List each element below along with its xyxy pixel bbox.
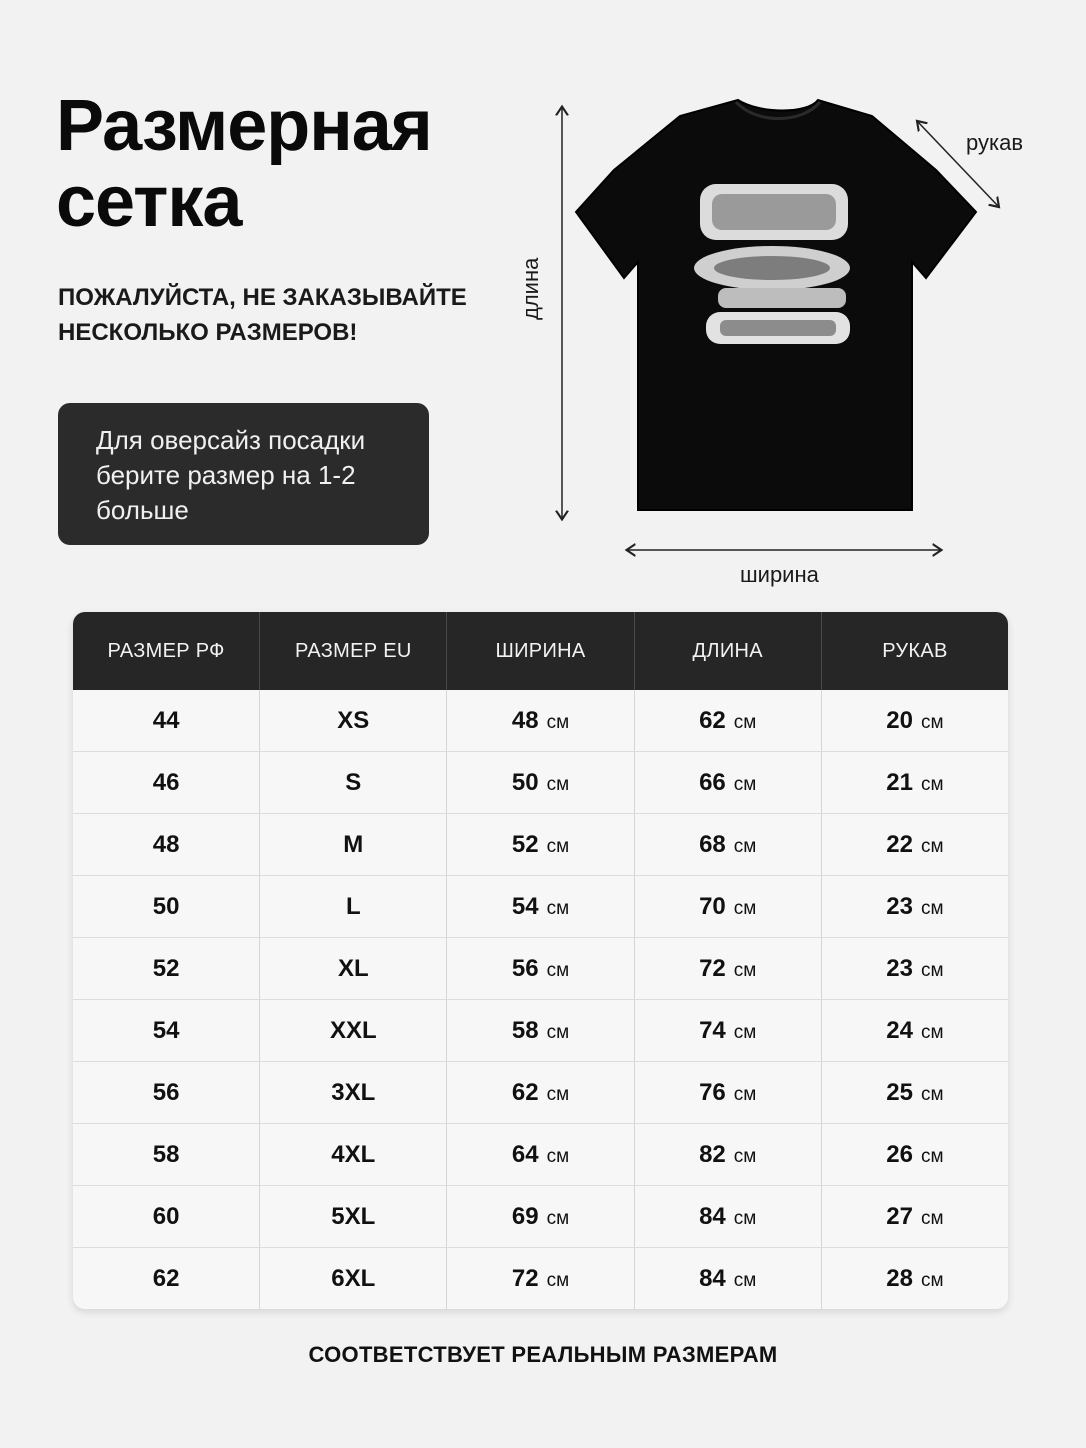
cell-unit: см <box>733 1207 757 1229</box>
cell-size-eu <box>259 690 446 751</box>
table-row <box>73 1247 1008 1309</box>
cell-length <box>634 1248 821 1309</box>
table-row <box>73 1061 1008 1123</box>
cell-width <box>446 876 633 937</box>
cell-length <box>634 1186 821 1247</box>
cell-value: 84 <box>699 1202 726 1230</box>
cell-unit: см <box>733 1021 757 1043</box>
cell-sleeve <box>821 1248 1008 1309</box>
cell-size-ru <box>73 814 259 875</box>
cell-value: 72 <box>699 954 726 982</box>
title-line-2: сетка <box>56 162 242 242</box>
cell-length <box>634 876 821 937</box>
cell-size-eu <box>259 814 446 875</box>
cell-unit: см <box>546 1207 570 1229</box>
table-header-row <box>73 612 1008 690</box>
length-label: длина <box>518 257 543 320</box>
cell-value: 56 <box>152 1078 180 1106</box>
cell-value: 20 <box>886 706 913 734</box>
cell-value: 26 <box>886 1140 913 1168</box>
cell-value: 50 <box>511 768 539 796</box>
header-width: ШИРИНА <box>446 612 633 690</box>
cell-size-eu <box>259 938 446 999</box>
cell-sleeve <box>821 1124 1008 1185</box>
cell-unit: см <box>733 959 757 981</box>
cell-length <box>634 752 821 813</box>
cell-unit: см <box>546 835 570 857</box>
cell-unit: см <box>733 1083 757 1105</box>
cell-value: S <box>345 768 362 796</box>
cell-sleeve <box>821 1186 1008 1247</box>
cell-width <box>446 1248 633 1309</box>
order-warning: ПОЖАЛУЙСТА, НЕ ЗАКАЗЫВАЙТЕ НЕСКОЛЬКО РАЗМЕРОВ! <box>58 284 467 346</box>
title-line-1: Размерная <box>56 86 432 166</box>
cell-value: XL <box>337 954 369 982</box>
cell-value: 54 <box>152 1016 180 1044</box>
cell-unit: см <box>546 1269 570 1291</box>
cell-value: 74 <box>699 1016 726 1044</box>
cell-value: 58 <box>152 1140 180 1168</box>
cell-unit: см <box>733 1145 757 1167</box>
page-title <box>56 88 432 240</box>
tshirt-print-graphic <box>694 184 850 344</box>
cell-unit: см <box>920 1269 944 1291</box>
cell-value: 62 <box>152 1264 180 1292</box>
cell-size-eu <box>259 752 446 813</box>
header-size-eu: РАЗМЕР EU <box>259 612 446 690</box>
cell-unit: см <box>920 835 944 857</box>
cell-value: 84 <box>699 1264 726 1292</box>
cell-value: 23 <box>886 954 913 982</box>
cell-size-ru <box>73 1062 259 1123</box>
cell-size-eu <box>259 1248 446 1309</box>
cell-unit: см <box>920 1207 944 1229</box>
cell-value: 56 <box>511 954 539 982</box>
cell-value: 25 <box>886 1078 913 1106</box>
cell-value: 70 <box>699 892 726 920</box>
table-row <box>73 751 1008 813</box>
footer-note: СООТВЕТСТВУЕТ РЕАЛЬНЫМ РАЗМЕРАМ <box>308 1342 778 1367</box>
cell-width <box>446 1062 633 1123</box>
cell-size-eu <box>259 1000 446 1061</box>
cell-sleeve <box>821 1062 1008 1123</box>
cell-length <box>634 814 821 875</box>
cell-value: 22 <box>886 830 913 858</box>
cell-unit: см <box>920 711 944 733</box>
cell-value: 76 <box>699 1078 726 1106</box>
cell-value: 46 <box>152 768 180 796</box>
cell-unit: см <box>733 711 757 733</box>
cell-value: 6XL <box>331 1264 376 1292</box>
cell-size-eu <box>259 1124 446 1185</box>
cell-size-ru <box>73 1186 259 1247</box>
cell-value: 24 <box>886 1016 913 1044</box>
table-body <box>73 690 1008 1309</box>
cell-value: 5XL <box>331 1202 376 1230</box>
cell-value: 28 <box>886 1264 913 1292</box>
cell-value: 4XL <box>331 1140 376 1168</box>
cell-length <box>634 1124 821 1185</box>
cell-value: 82 <box>699 1140 726 1168</box>
cell-width <box>446 814 633 875</box>
table-row <box>73 813 1008 875</box>
cell-unit: см <box>920 1021 944 1043</box>
cell-value: 52 <box>511 830 539 858</box>
cell-unit: см <box>920 1145 944 1167</box>
cell-value: M <box>343 830 364 858</box>
sleeve-label: рукав <box>966 130 1024 155</box>
tshirt-illustration <box>510 90 1070 600</box>
cell-value: XXL <box>329 1016 377 1044</box>
cell-size-ru <box>73 752 259 813</box>
header-size-ru: РАЗМЕР РФ <box>107 639 225 662</box>
cell-value: 48 <box>152 830 180 858</box>
table-row <box>73 875 1008 937</box>
table-row <box>73 937 1008 999</box>
tshirt-diagram <box>510 90 1070 600</box>
cell-unit: см <box>733 1269 757 1291</box>
cell-sleeve <box>821 938 1008 999</box>
cell-width <box>446 938 633 999</box>
cell-unit: см <box>733 835 757 857</box>
cell-value: L <box>345 892 361 920</box>
width-label: ширина <box>740 562 819 587</box>
cell-size-eu <box>259 876 446 937</box>
cell-value: 52 <box>152 954 180 982</box>
cell-value: 66 <box>699 768 726 796</box>
oversize-note: Для оверсайз посадки берите размер на 1-2 больше <box>58 403 429 545</box>
cell-sleeve <box>821 814 1008 875</box>
cell-sleeve <box>821 876 1008 937</box>
cell-width <box>446 690 633 751</box>
cell-sleeve <box>821 1000 1008 1061</box>
header-length: ДЛИНА <box>634 612 821 690</box>
header-sleeve: РУКАВ <box>821 612 1008 690</box>
cell-unit: см <box>546 773 570 795</box>
cell-value: 23 <box>886 892 913 920</box>
table-row <box>73 1123 1008 1185</box>
cell-unit: см <box>733 773 757 795</box>
cell-size-ru <box>73 1000 259 1061</box>
cell-value: 64 <box>511 1140 539 1168</box>
cell-size-eu <box>259 1062 446 1123</box>
table-row <box>73 1185 1008 1247</box>
cell-width <box>446 1186 633 1247</box>
cell-unit: см <box>546 1083 570 1105</box>
cell-value: 44 <box>152 706 180 734</box>
cell-value: 50 <box>152 892 180 920</box>
cell-sleeve <box>821 690 1008 751</box>
cell-value: 68 <box>699 830 726 858</box>
cell-size-ru <box>73 1124 259 1185</box>
cell-unit: см <box>546 1145 570 1167</box>
cell-sleeve <box>821 752 1008 813</box>
cell-size-ru <box>73 690 259 751</box>
cell-value: 69 <box>511 1202 539 1230</box>
cell-size-eu <box>259 1186 446 1247</box>
cell-value: 62 <box>511 1078 539 1106</box>
cell-value: 62 <box>699 706 726 734</box>
cell-length <box>634 690 821 751</box>
cell-value: 27 <box>886 1202 913 1230</box>
cell-value: XS <box>337 706 370 734</box>
cell-size-ru <box>73 876 259 937</box>
cell-width <box>446 1000 633 1061</box>
cell-width <box>446 752 633 813</box>
cell-width <box>446 1124 633 1185</box>
cell-length <box>634 938 821 999</box>
size-chart-table <box>73 612 1008 1309</box>
cell-unit: см <box>546 959 570 981</box>
cell-unit: см <box>920 959 944 981</box>
cell-length <box>634 1000 821 1061</box>
cell-unit: см <box>546 1021 570 1043</box>
cell-value: 54 <box>511 892 539 920</box>
cell-unit: см <box>733 897 757 919</box>
cell-value: 60 <box>152 1202 180 1230</box>
cell-unit: см <box>546 897 570 919</box>
cell-value: 72 <box>511 1264 539 1292</box>
cell-unit: см <box>920 773 944 795</box>
cell-value: 21 <box>886 768 913 796</box>
table-row <box>73 690 1008 751</box>
cell-value: 3XL <box>331 1078 376 1106</box>
cell-length <box>634 1062 821 1123</box>
cell-size-ru <box>73 1248 259 1309</box>
cell-value: 58 <box>511 1016 539 1044</box>
cell-value: 48 <box>511 706 539 734</box>
table-row <box>73 999 1008 1061</box>
cell-unit: см <box>920 897 944 919</box>
cell-size-ru <box>73 938 259 999</box>
cell-unit: см <box>920 1083 944 1105</box>
cell-unit: см <box>546 711 570 733</box>
